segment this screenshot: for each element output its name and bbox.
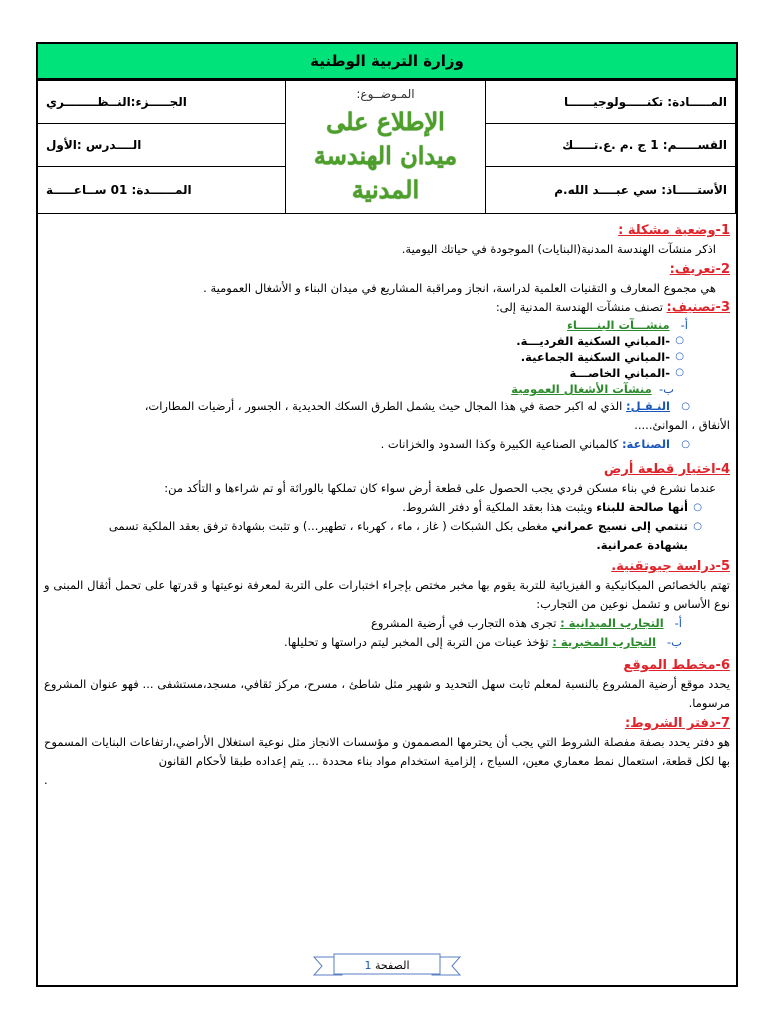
section-3-b [44, 381, 730, 397]
section-3-title: تصنيف: [666, 300, 716, 315]
document-frame [36, 42, 738, 987]
section-5-heading [44, 557, 730, 576]
section-7-number: 7- [715, 716, 730, 731]
page-footer [38, 953, 736, 979]
section-6-title: مخطط الموقع [623, 658, 716, 673]
section-4-intro: عندما نشرع في بناء مسكن فردي يجب الحصول على قطعة أرض سواء كان تملكها بالوراثة أو تم شراءها و التأكد من: [164, 481, 716, 495]
page-number-ribbon [312, 953, 462, 979]
page-number-text [364, 959, 409, 972]
section-5-b-title: التجارب المخبرية : [552, 635, 657, 649]
section-3-number: 3- [715, 300, 730, 315]
bullet-icon: ○ [675, 367, 684, 378]
section-5-b-text: تؤخذ عينات من التربة إلى المخبر ليتم دراستها و تحليلها. [284, 635, 549, 649]
section-5-text: تهتم بالخصائص الميكانيكية و الفيزيائية للتربة يقوم بها مخبر مختص بإجراء اختبارات على التربة لمعرفة نوعيتها و قدرتها على تحمل أثقال المبنى و نوع الأساس و تشمل نوعين من التجارب: [44, 578, 730, 611]
section-6-text: يحدد موقع أرضية المشروع بالنسبة لمعلم ثابت سهل التحديد و شهير مثل شاطئ ، مسرح، مركز ثقافي، مسجد،مستشفى ... فهو عنوان المشروع مرسوما. [44, 677, 730, 710]
section-4-title: اختيار قطعة أرض [603, 462, 716, 477]
section-2-text: هي مجموع المعارف و التقنيات العلمية لدراسة، انجاز ومراقبة المشاريع في ميدان البناء و الأشغال العمومية . [203, 281, 716, 295]
page-label: الصفحة [374, 959, 410, 972]
section-4-item-1-text: ويثبت هذا بعقد الملكية أو دفتر الشروط. [402, 500, 593, 514]
section-cell: القســـــم: 1 ج .م .ع.تـــــك [486, 124, 736, 167]
section-3-b-mark: ب- [659, 382, 674, 396]
transport-text-cont: الأنفاق ، الموانئ..... [634, 418, 730, 432]
section-5-a [44, 614, 730, 633]
section-3-a-mark: أ- [680, 318, 688, 332]
section-7-end: . [44, 773, 48, 787]
bullet-icon: ○ [681, 401, 690, 412]
section-3-heading-line [44, 298, 730, 317]
section-7-text: هو دفتر يحدد بصفة مفصلة الشروط التي يجب أن يحترمها المصممون و مؤسسات الانجاز مثل نوعية استغلال الأراضي،ارتفاعات البنايات المسموح بها لكل قطعة، استعمال نمط معماري معين، السياج ، إلزامية استخدام مواد بناء محددة ... يتم إعداده طبقا لأحكام القانون [44, 735, 730, 768]
section-4-item-1-bold: أنها صالحة للبناء [596, 500, 688, 514]
bullet-icon: ○ [681, 439, 690, 450]
section-4-heading [44, 460, 730, 479]
section-4-item-2-text: مغطى بكل الشبكات ( غاز ، ماء ، كهرباء ، تطهير...) و تثبت بشهادة ترفق بعقد الملكية تسمى [108, 519, 548, 533]
lesson-body [38, 214, 736, 790]
section-3-a-item-3: -المباني الخاصـــة [569, 366, 670, 380]
section-3-intro: تصنف منشآت الهندسة المدنية إلى: [495, 300, 663, 314]
bullet-icon: ○ [675, 351, 684, 362]
section-7-title: دفتر الشروط: [625, 716, 716, 731]
section-7-heading [44, 714, 730, 733]
section-3-b-item-transport [44, 397, 730, 416]
section-4-item-2-bold: تنتمي إلى نسيج عمراني [551, 519, 688, 533]
topic-label: المـوضــوع: [356, 87, 415, 101]
section-4-number: 4- [715, 462, 730, 477]
section-3-b-item-industry [44, 435, 730, 454]
page-number: 1 [364, 959, 372, 972]
topic-cell [286, 81, 486, 214]
section-6-number: 6- [715, 658, 730, 673]
section-4-item-1 [44, 498, 730, 517]
section-3-b-title: منشآت الأشغال العمومية [511, 382, 652, 396]
section-2-heading [44, 260, 730, 279]
section-4-item-2 [44, 517, 730, 536]
section-3-a-item [44, 365, 730, 381]
transport-label: النـقـل: [626, 399, 670, 413]
section-3-a-item-1: -المباني السكنية الفرديـــة. [516, 334, 670, 348]
topic-title-line2: المدنية [351, 175, 420, 204]
teacher-cell: الأستـــــاذ: سي عبــــد الله.م [486, 167, 736, 214]
section-3-heading [667, 300, 730, 315]
section-5-title: دراسة جيوتقنية. [611, 559, 716, 574]
section-2-title: تعريف: [669, 262, 716, 277]
section-4-item-2-cont: بشهادة عمرانية. [596, 538, 688, 552]
section-5-a-title: التجارب الميدانية : [560, 616, 664, 630]
section-3-a [44, 317, 730, 333]
lesson-cell: الــــدرس :الأول [38, 124, 286, 167]
section-1-number: 1- [715, 223, 730, 238]
section-5-b-mark: ب- [667, 635, 682, 649]
subject-cell: المـــــادة: تكنـــــولوجيــــــا [486, 81, 736, 124]
section-2-number: 2- [715, 262, 730, 277]
topic-title-line1: الإطلاع على ميدان الهندسة [313, 107, 458, 170]
section-5-b [44, 633, 730, 652]
section-1-heading [44, 221, 730, 240]
transport-text: الذي له اكبر حصة في هذا المجال حيث يشمل الطرق السكك الحديدية ، الجسور ، أرضيات المطارات، [144, 399, 623, 413]
section-3-a-item-2: -المباني السكنية الجماعية. [520, 350, 670, 364]
section-5-a-mark: أ- [674, 616, 682, 630]
duration-cell: المــــــدة: 01 ســاعـــــة [38, 167, 286, 214]
section-6-heading [44, 656, 730, 675]
section-1-title: وضعية مشكلة : [618, 223, 716, 238]
bullet-icon: ○ [693, 502, 702, 513]
section-3-a-title: منشـــآت البنـــــاء [566, 318, 670, 332]
section-5-number: 5- [715, 559, 730, 574]
section-5-a-text: تجرى هذه التجارب في أرضية المشروع [370, 616, 557, 630]
section-3-a-item [44, 333, 730, 349]
industry-text: كالمباني الصناعية الكبيرة وكذا السدود والخزانات . [380, 437, 619, 451]
section-3-a-item [44, 349, 730, 365]
section-1-text: اذكر منشآت الهندسة المدنية(البنايات) الموجودة في حياتك اليومية. [401, 242, 716, 256]
bullet-icon: ○ [693, 521, 702, 532]
part-cell: الجـــــزء:النــظــــــــري [38, 81, 286, 124]
industry-label: الصناعة: [621, 437, 670, 451]
ministry-title: وزارة التربية الوطنية [38, 44, 736, 80]
header-table [37, 80, 736, 214]
bullet-icon: ○ [675, 335, 684, 346]
